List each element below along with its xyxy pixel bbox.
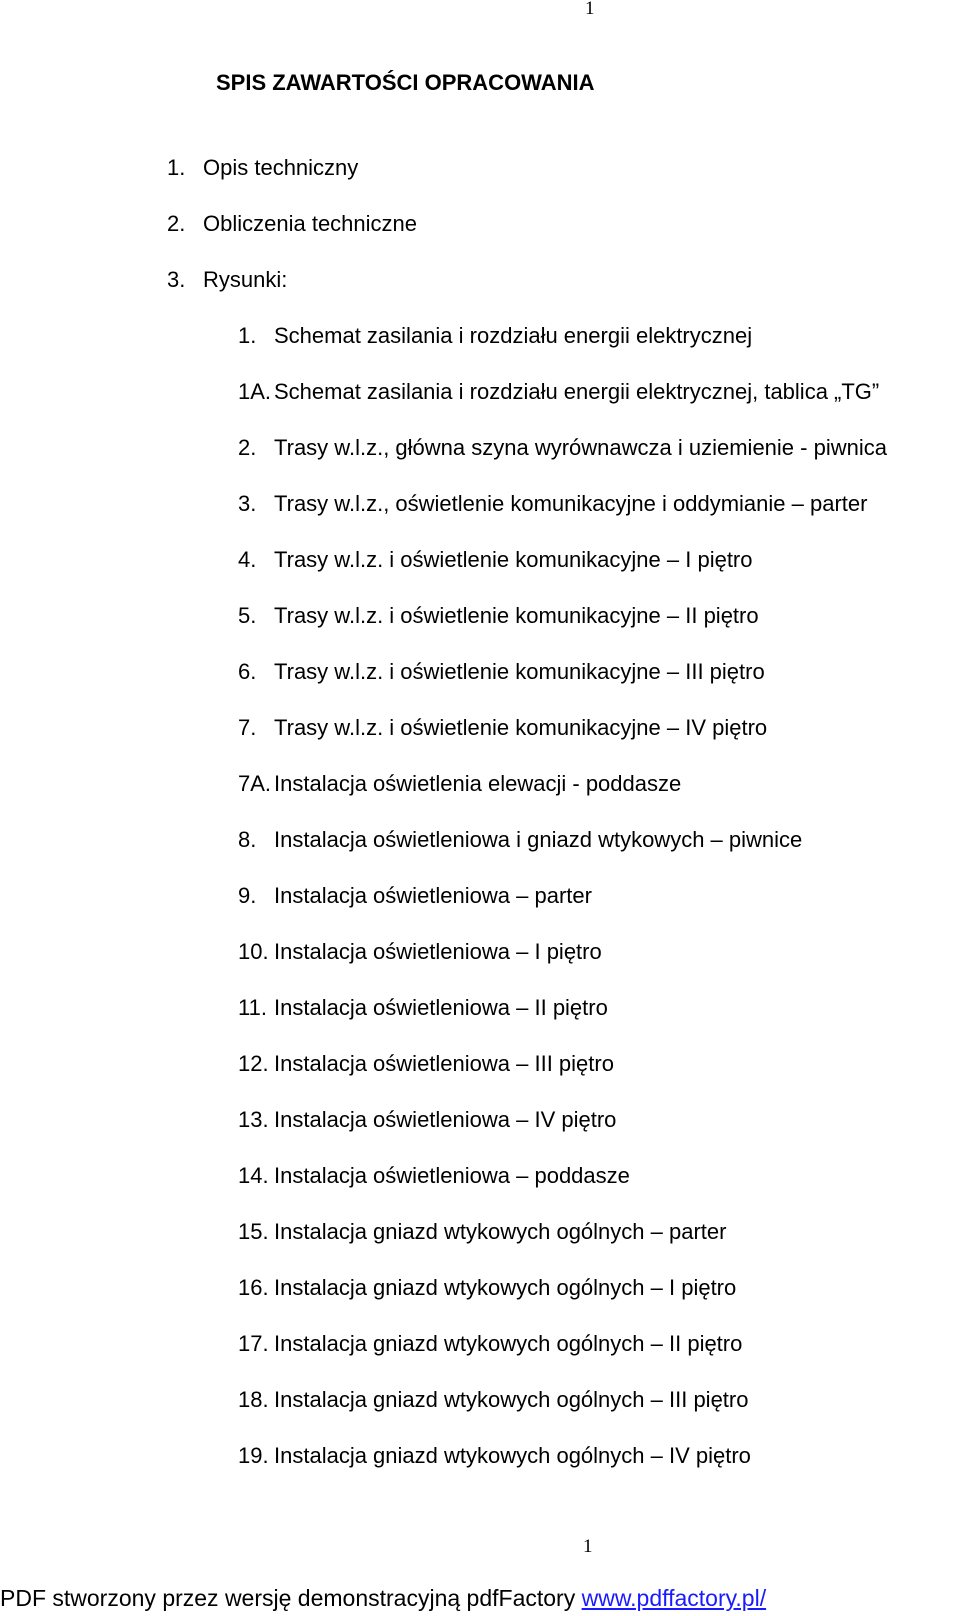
drawing-number: 2. — [238, 435, 257, 460]
drawing-number: 7. — [238, 715, 257, 740]
drawing-number: 18. — [238, 1387, 269, 1412]
drawing-number: 8. — [238, 827, 257, 852]
drawing-number: 19. — [238, 1443, 269, 1468]
list-item-number: 3. — [167, 267, 186, 292]
drawing-text: Trasy w.l.z., oświetlenie komunikacyjne i oddymianie – parter — [274, 491, 868, 516]
drawing-text: Schemat zasilania i rozdziału energii elektrycznej, tablica „TG” — [274, 379, 880, 404]
page-number-top: 1 — [585, 0, 595, 19]
list-item-text: Rysunki: — [203, 267, 288, 292]
document-title: SPIS ZAWARTOŚCI OPRACOWANIA — [216, 70, 595, 95]
drawing-number: 3. — [238, 491, 257, 516]
drawing-number: 11. — [238, 995, 267, 1020]
drawing-text: Instalacja oświetleniowa i gniazd wtykowych – piwnice — [274, 827, 803, 852]
drawing-number: 1. — [238, 323, 257, 348]
page-number-bottom: 1 — [583, 1536, 593, 1557]
drawing-text: Instalacja gniazd wtykowych ogólnych – IV piętro — [274, 1443, 751, 1468]
drawing-number: 10. — [238, 939, 269, 964]
drawing-number: 6. — [238, 659, 257, 684]
drawing-text: Trasy w.l.z. i oświetlenie komunikacyjne – IV piętro — [274, 715, 768, 740]
drawing-text: Trasy w.l.z., główna szyna wyrównawcza i uziemienie - piwnica — [274, 435, 887, 460]
drawing-text: Instalacja oświetleniowa – II piętro — [274, 995, 608, 1020]
drawing-text: Instalacja gniazd wtykowych ogólnych – II piętro — [274, 1331, 743, 1356]
drawing-number: 16. — [238, 1275, 269, 1300]
drawing-text: Trasy w.l.z. i oświetlenie komunikacyjne – III piętro — [274, 659, 765, 684]
drawing-text: Instalacja oświetleniowa – IV piętro — [274, 1107, 617, 1132]
drawing-text: Instalacja oświetleniowa – parter — [274, 883, 592, 908]
drawing-number: 4. — [238, 547, 257, 572]
drawing-text: Instalacja gniazd wtykowych ogólnych – III piętro — [274, 1387, 749, 1412]
list-item-text: Opis techniczny — [203, 155, 359, 180]
drawing-number: 17. — [238, 1331, 269, 1356]
drawing-text: Schemat zasilania i rozdziału energii elektrycznej — [274, 323, 753, 348]
drawing-number: 9. — [238, 883, 257, 908]
drawing-number: 14. — [238, 1163, 269, 1188]
drawing-text: Instalacja oświetleniowa – I piętro — [274, 939, 602, 964]
footer-text: PDF stworzony przez wersję demonstracyjną pdfFactory — [0, 1585, 582, 1611]
drawing-text: Instalacja oświetleniowa – poddasze — [274, 1163, 630, 1188]
drawing-text: Trasy w.l.z. i oświetlenie komunikacyjne – I piętro — [274, 547, 753, 572]
list-item-number: 1. — [167, 155, 186, 180]
pdf-footer — [0, 1585, 766, 1612]
drawing-number: 12. — [238, 1051, 269, 1076]
drawing-number: 7A. — [238, 771, 272, 796]
drawing-number: 5. — [238, 603, 257, 628]
drawing-text: Instalacja oświetlenia elewacji - poddasze — [274, 771, 682, 796]
drawing-number: 15. — [238, 1219, 269, 1244]
drawing-text: Instalacja gniazd wtykowych ogólnych – parter — [274, 1219, 727, 1244]
list-item-number: 2. — [167, 211, 186, 236]
drawing-text: Trasy w.l.z. i oświetlenie komunikacyjne – II piętro — [274, 603, 759, 628]
drawing-text: Instalacja gniazd wtykowych ogólnych – I piętro — [274, 1275, 737, 1300]
footer-link[interactable]: www.pdffactory.pl/ — [581, 1585, 767, 1611]
list-item-text: Obliczenia techniczne — [203, 211, 418, 236]
drawing-number: 1A. — [238, 379, 272, 404]
drawing-number: 13. — [238, 1107, 269, 1132]
drawing-text: Instalacja oświetleniowa – III piętro — [274, 1051, 614, 1076]
